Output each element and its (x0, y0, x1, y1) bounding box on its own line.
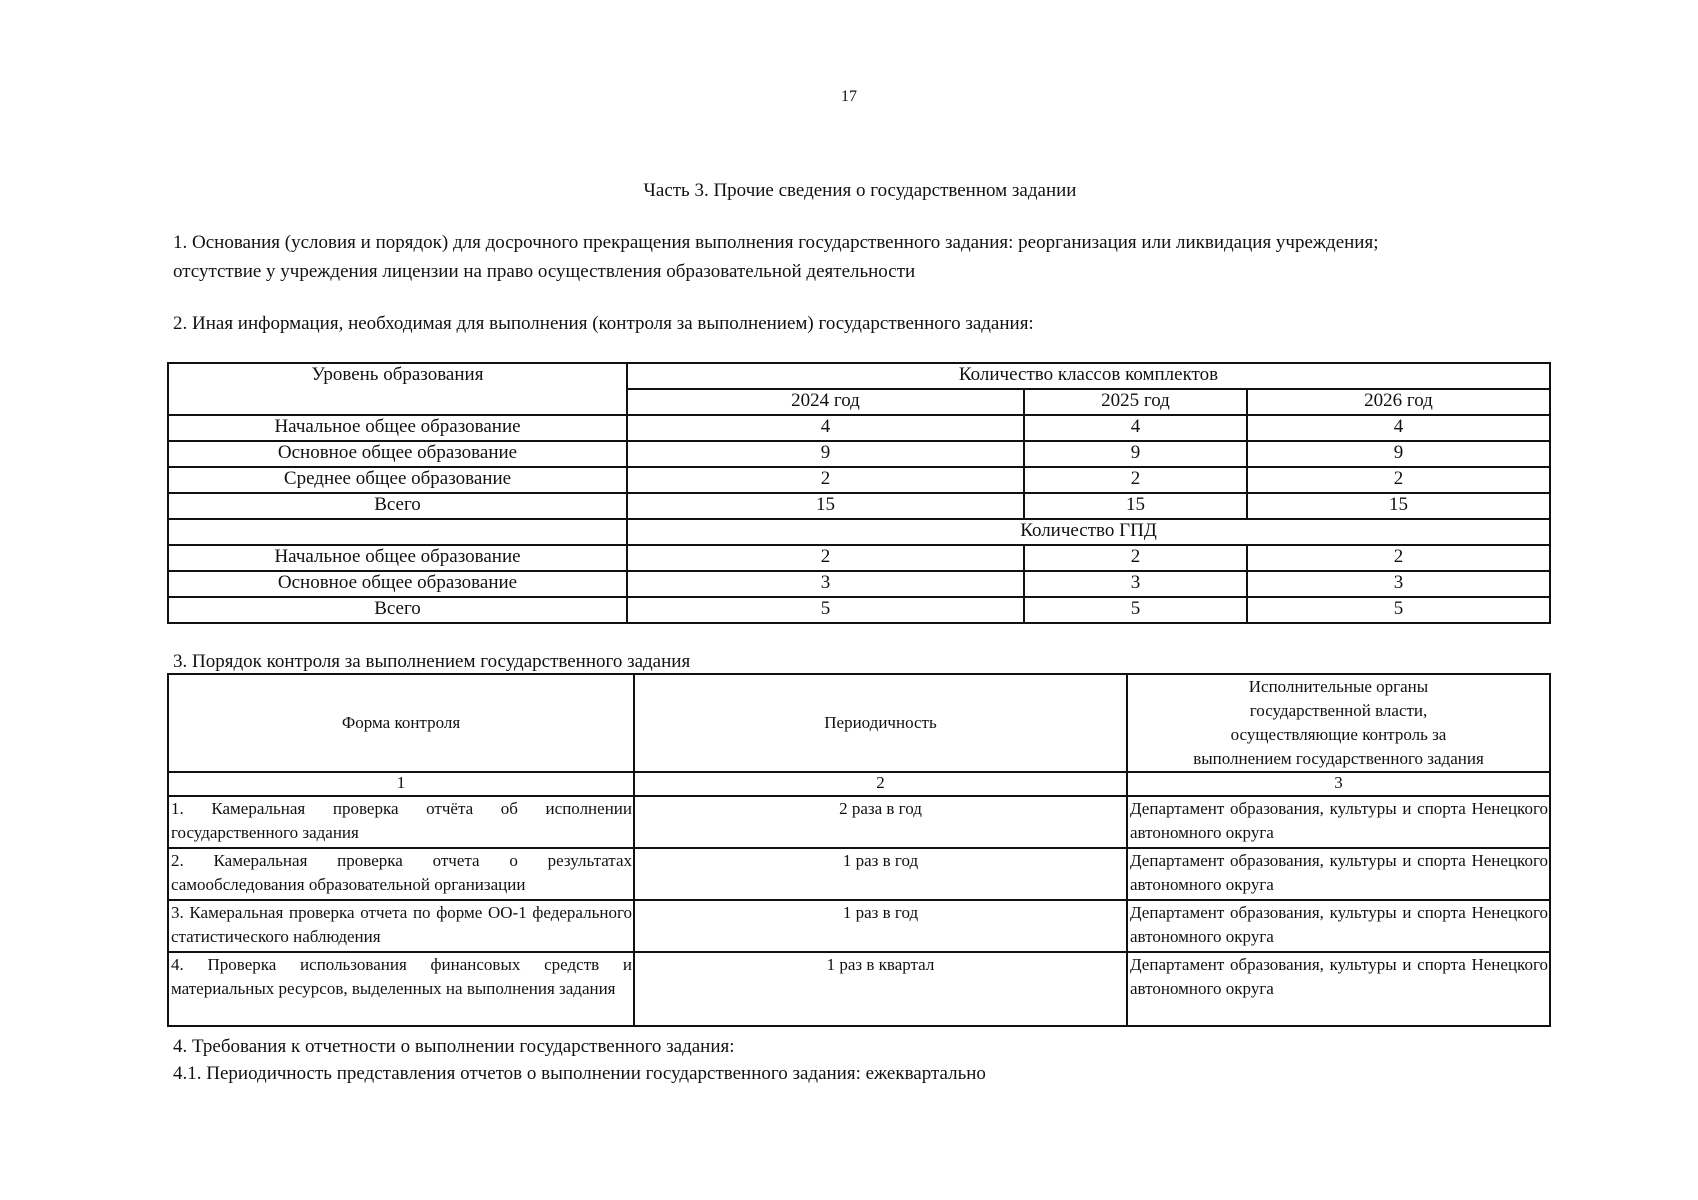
value-cell: 9 (627, 441, 1024, 467)
table-row (168, 467, 1550, 493)
section-1-line-2: отсутствие у учреждения лицензии на право осуществления образовательной деятельности (173, 261, 916, 282)
control-procedure-table (167, 673, 1551, 1027)
education-level-header: Уровень образования (168, 363, 627, 415)
periodicity-cell: 1 раз в год (634, 900, 1127, 952)
table-row (168, 441, 1550, 467)
control-form-cell: 1. Камеральная проверка отчёта об исполнении государственного задания (168, 796, 634, 848)
table-row (168, 848, 1550, 900)
control-form-cell: 2. Камеральная проверка отчета о результатах самообследования образовательной организации (168, 848, 634, 900)
empty-cell (168, 519, 627, 545)
table-row (168, 796, 1550, 848)
level-label: Начальное общее образование (168, 545, 627, 571)
table-row (168, 952, 1550, 1026)
authority-cell: Департамент образования, культуры и спорта Ненецкого автономного округа (1127, 848, 1550, 900)
year-header: 2024 год (627, 389, 1024, 415)
total-label: Всего (168, 597, 627, 623)
table-row (168, 545, 1550, 571)
authority-header: Исполнительные органы государственной власти, осуществляющие контроль за выполнением государственного задания (1127, 674, 1550, 772)
level-label: Начальное общее образование (168, 415, 627, 441)
value-cell: 4 (627, 415, 1024, 441)
value-cell: 3 (627, 571, 1024, 597)
periodicity-cell: 2 раза в год (634, 796, 1127, 848)
value-cell: 9 (1024, 441, 1247, 467)
value-cell: 9 (1247, 441, 1550, 467)
authority-cell: Департамент образования, культуры и спорта Ненецкого автономного округа (1127, 900, 1550, 952)
level-label: Среднее общее образование (168, 467, 627, 493)
column-number: 1 (168, 772, 634, 796)
control-form-header: Форма контроля (168, 674, 634, 772)
value-cell: 4 (1024, 415, 1247, 441)
table-row (168, 493, 1550, 519)
table-row (168, 415, 1550, 441)
control-form-cell: 3. Камеральная проверка отчета по форме ОО-1 федерального статистического наблюдения (168, 900, 634, 952)
periodicity-header: Периодичность (634, 674, 1127, 772)
column-number: 3 (1127, 772, 1550, 796)
value-cell: 5 (1024, 597, 1247, 623)
year-header: 2025 год (1024, 389, 1247, 415)
value-cell: 2 (1024, 467, 1247, 493)
value-cell: 15 (1247, 493, 1550, 519)
value-cell: 5 (627, 597, 1024, 623)
section-2-heading: 2. Иная информация, необходимая для выполнения (контроля за выполнением) государственного задания: (173, 313, 1034, 334)
authority-cell: Департамент образования, культуры и спорта Ненецкого автономного округа (1127, 952, 1550, 1026)
table-row (168, 571, 1550, 597)
value-cell: 3 (1024, 571, 1247, 597)
section-4-1-text: 4.1. Периодичность представления отчетов о выполнении государственного задания: ежеквартально (173, 1063, 986, 1084)
value-cell: 2 (1247, 467, 1550, 493)
value-cell: 15 (627, 493, 1024, 519)
value-cell: 15 (1024, 493, 1247, 519)
level-label: Основное общее образование (168, 571, 627, 597)
total-label: Всего (168, 493, 627, 519)
value-cell: 2 (627, 545, 1024, 571)
control-form-cell: 4. Проверка использования финансовых средств и материальных ресурсов, выделенных на выполнения задания (168, 952, 634, 1026)
value-cell: 4 (1247, 415, 1550, 441)
part-title: Часть 3. Прочие сведения о государственном задании (643, 180, 1077, 201)
table-row (168, 900, 1550, 952)
value-cell: 5 (1247, 597, 1550, 623)
periodicity-cell: 1 раз в квартал (634, 952, 1127, 1026)
page-number: 17 (841, 88, 857, 105)
value-cell: 2 (1247, 545, 1550, 571)
gpd-count-header: Количество ГПД (627, 519, 1550, 545)
section-1-line-1: 1. Основания (условия и порядок) для досрочного прекращения выполнения государственного задания: реорганизация или ликвидация учреждения; (173, 232, 1379, 253)
year-header: 2026 год (1247, 389, 1550, 415)
level-label: Основное общее образование (168, 441, 627, 467)
authority-cell: Департамент образования, культуры и спорта Ненецкого автономного округа (1127, 796, 1550, 848)
class-sets-table (167, 362, 1551, 624)
section-1-text (173, 228, 1533, 286)
column-number: 2 (634, 772, 1127, 796)
section-3-heading: 3. Порядок контроля за выполнением государственного задания (173, 651, 691, 672)
value-cell: 2 (627, 467, 1024, 493)
periodicity-cell: 1 раз в год (634, 848, 1127, 900)
value-cell: 2 (1024, 545, 1247, 571)
class-sets-count-header: Количество классов комплектов (627, 363, 1550, 389)
table-row (168, 597, 1550, 623)
section-4-heading: 4. Требования к отчетности о выполнении государственного задания: (173, 1036, 735, 1057)
value-cell: 3 (1247, 571, 1550, 597)
